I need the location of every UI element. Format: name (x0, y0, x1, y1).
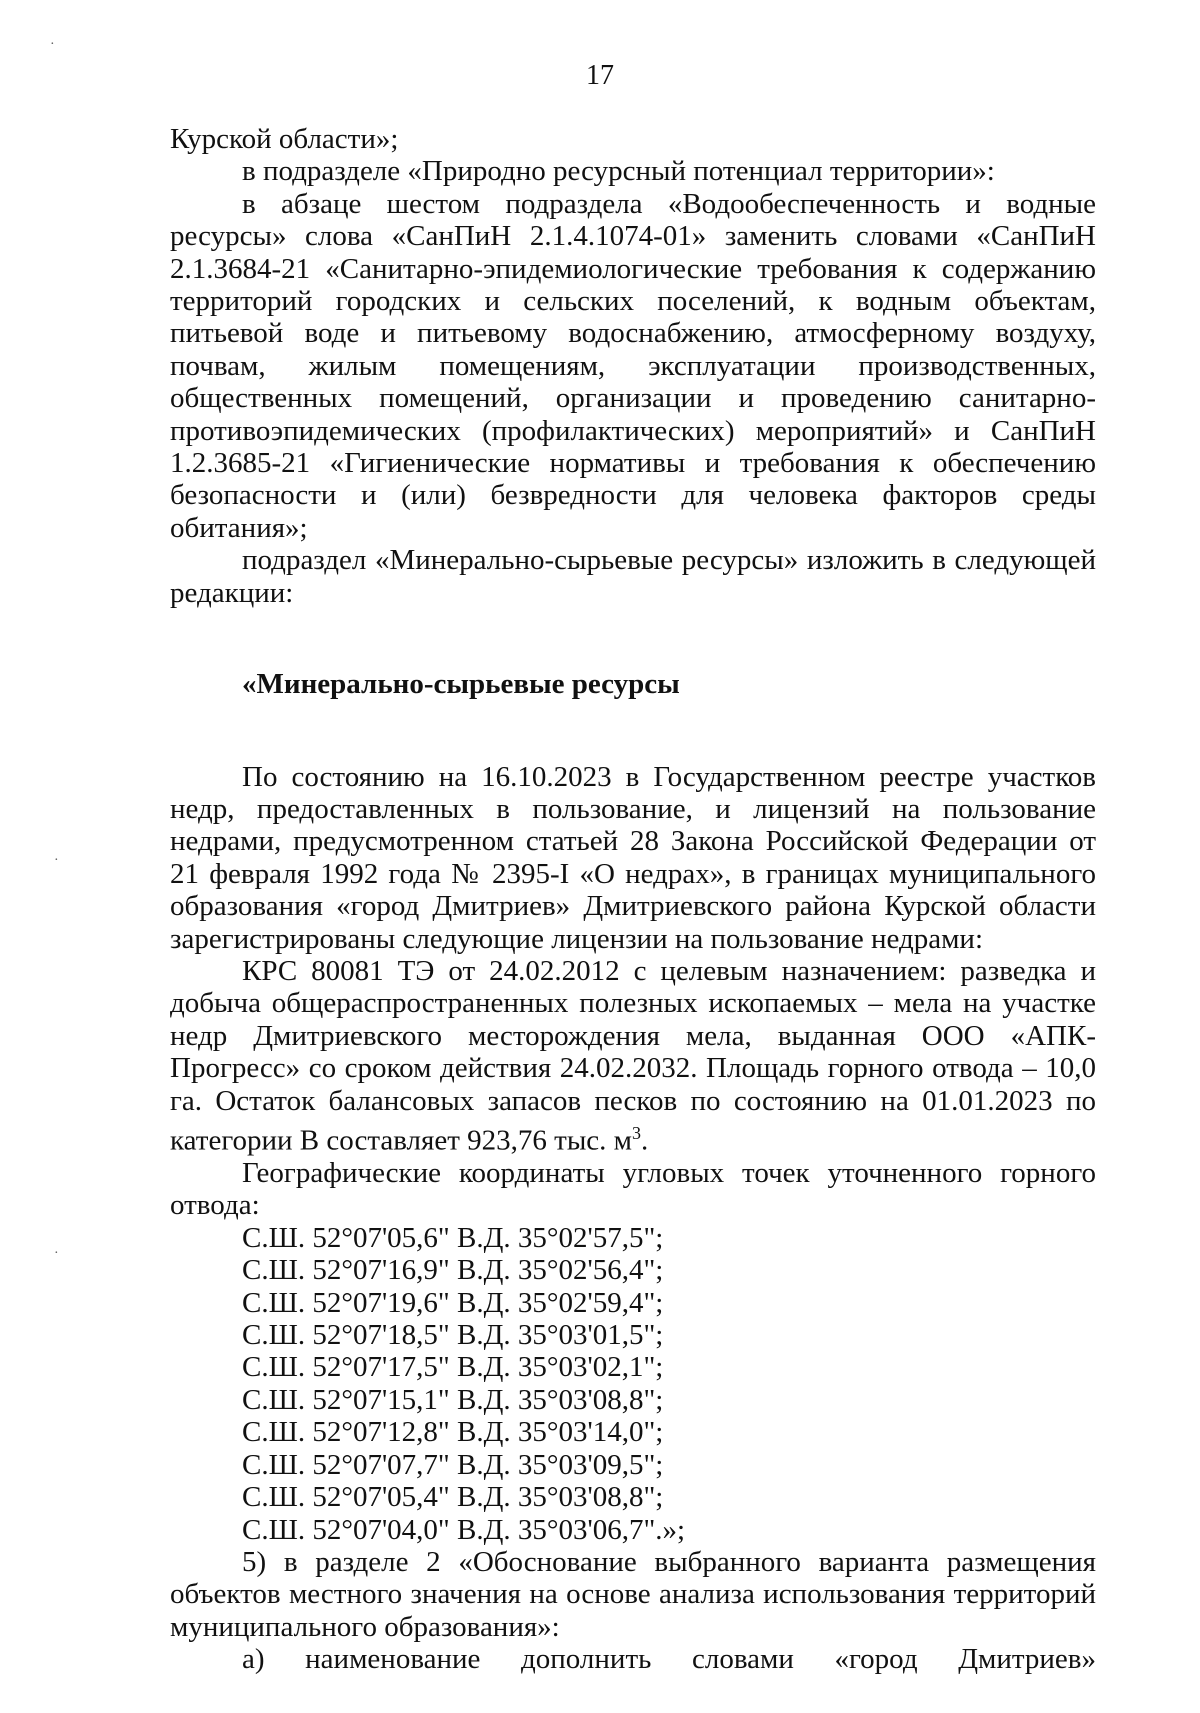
paragraph-subsection-restate: подраздел «Минерально-сырьевые ресурсы» изложить в следующей редакции: (170, 544, 1096, 609)
unit-superscript: 3 (632, 1122, 642, 1143)
section-heading: «Минерально-сырьевые ресурсы (242, 668, 680, 701)
paragraph-registry: По состоянию на 16.10.2023 в Государственном реестре участков недр, предоставленных в пользование, и лицензий на пользование недрами, предусмотренном статьей 28 Закона Российской Федерации от 21 февраля 1992 года № 2395-I «О недрах», в границах муниципального образования «город Дмитриев» Дмитриевского района Курской области зарегистрированы следующие лицензии на пользование недрами: (170, 760, 1096, 955)
paragraph-subsection: в подразделе «Природно ресурсный потенциал территории»: (242, 155, 995, 188)
scan-mark: · (54, 853, 59, 868)
paragraph-section-item: 5) в разделе 2 «Обоснование выбранного варианта размещения объектов местного значения на основе анализа использования территорий муниципального образования»: (170, 1545, 1096, 1643)
coordinate-line: С.Ш. 52°07'07,7" В.Д. 35°03'09,5"; (242, 1448, 664, 1481)
page-number: 17 (586, 60, 614, 91)
paragraph-coords-intro: Географические координаты угловых точек уточненного горного отвода: (170, 1157, 1096, 1222)
license-text-end: . (641, 1124, 649, 1157)
coordinate-line: С.Ш. 52°07'05,6" В.Д. 35°02'57,5"; (242, 1221, 664, 1254)
scan-mark: · (50, 37, 55, 52)
license-text: КРС 80081 ТЭ от 24.02.2012 с целевым назначением: разведка и добыча общераспространенных полезных ископаемых – мела на участке недр Дмитриевского месторождения мела, выданная ООО «АПК-Прогресс» со сроком действия 24.02.2032. Площадь горного отвода – 10,0 га. Остаток балансовых запасов песков по состоянию на 01.01.2023 по категории В составляет 923,76 тыс. м (170, 954, 1096, 1157)
coordinate-line: С.Ш. 52°07'18,5" В.Д. 35°03'01,5"; (242, 1319, 664, 1352)
paragraph-sub-item: а) наименование дополнить словами «город Дмитриев» (242, 1643, 1096, 1676)
coordinate-line: С.Ш. 52°07'19,6" В.Д. 35°02'59,4"; (242, 1286, 664, 1319)
coordinate-line: С.Ш. 52°07'17,5" В.Д. 35°03'02,1"; (242, 1351, 664, 1384)
paragraph-license (170, 955, 1096, 1157)
paragraph-continuation: Курской области»; (170, 123, 399, 155)
coordinate-line: С.Ш. 52°07'12,8" В.Д. 35°03'14,0"; (242, 1416, 664, 1449)
scan-mark: · (54, 1246, 59, 1261)
coordinate-line: С.Ш. 52°07'16,9" В.Д. 35°02'56,4"; (242, 1254, 664, 1287)
paragraph-sanpin-replacement: в абзаце шестом подраздела «Водообеспеченность и водные ресурсы» слова «СанПиН 2.1.4.1074-01» заменить словами «СанПиН 2.1.3684-21 «Санитарно-эпидемиологические требования к содержанию территорий городских и сельских поселений, к водным объектам, питьевой воде и питьевому водоснабжению, атмосферному воздуху, почвам, жилым помещениям, эксплуатации производственных, общественных помещений, организации и проведению санитарно-противоэпидемических (профилактических) мероприятий» и СанПиН 1.2.3685-21 «Гигиенические нормативы и требования к обеспечению безопасности и (или) безвредности для человека факторов среды обитания»; (170, 187, 1096, 544)
coordinate-line: С.Ш. 52°07'15,1" В.Д. 35°03'08,8"; (242, 1383, 664, 1416)
coordinate-line: С.Ш. 52°07'04,0" В.Д. 35°03'06,7".»; (242, 1513, 686, 1546)
coordinate-line: С.Ш. 52°07'05,4" В.Д. 35°03'08,8"; (242, 1481, 664, 1514)
document-body (170, 123, 1096, 1676)
coordinates-list (170, 1222, 1096, 1546)
